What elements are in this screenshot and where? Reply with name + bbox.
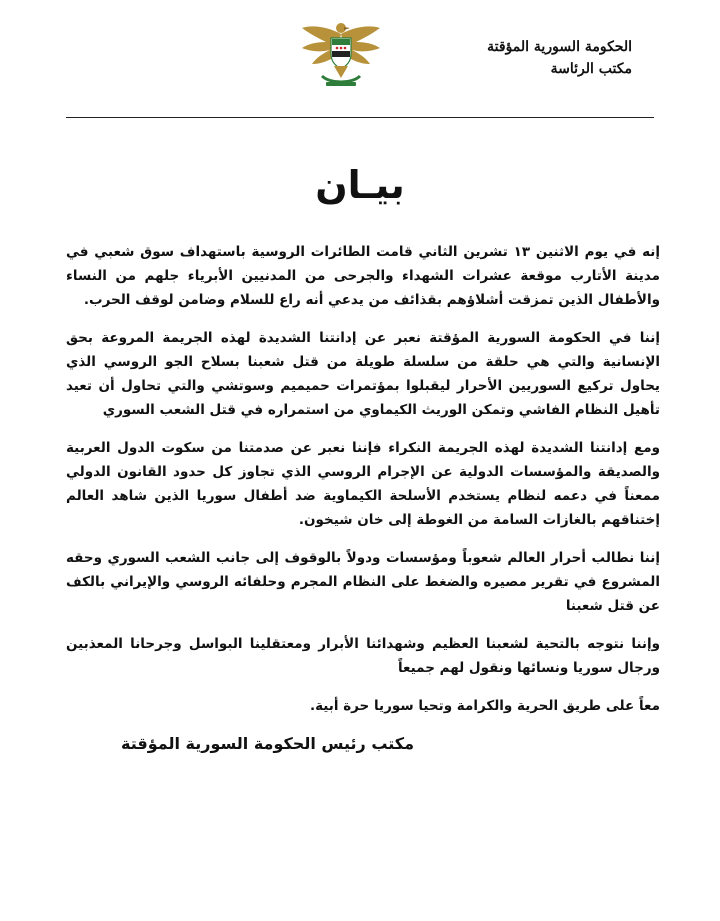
statement-title: بيـان xyxy=(315,163,405,207)
issuer-office: مكتب الرئاسة xyxy=(550,61,632,77)
paragraph: ومع إدانتنا الشديدة لهذه الجريمة النكراء فإننا نعبر عن صدمتنا من سكوت الدول العربية والصديقة والمؤسسات الدولية عن الإجرام الروسي الذي تجاوز كل حدود القانون الدولي ممعناً في دعمه لنظام يستخدم الأسلحة الكيماوية ضد أطفال سوريا الذين شاهد العالم إختناقهم بالغازات السامة من الغوطة إلى خان شيخون. xyxy=(66,440,660,528)
eagle-emblem-icon xyxy=(296,14,386,94)
paragraph: معاً على طريق الحرية والكرامة وتحيا سوريا حرة أبية. xyxy=(309,698,660,714)
paragraph: وإننا نتوجه بالتحية لشعبنا العظيم وشهدائنا الأبرار ومعتقلينا البواسل وجرحانا المعذبين ورجال سوريا ونسائها ونقول لهم جميعاً xyxy=(66,636,660,676)
issuer-block xyxy=(392,36,632,80)
statement-body xyxy=(66,240,660,732)
issuer-government: الحكومة السورية المؤقتة xyxy=(487,39,632,55)
paragraph: إننا في الحكومة السورية المؤقتة نعبر عن إدانتنا الشديدة لهذه الجريمة المروعة بحق الإنسانية والتي هي حلقة من سلسلة طويلة من قتل شعبنا بسلاح الجو الروسي الذي يحاول تركيع السوريين الأحرار ليقبلوا بمؤتمرات حميميم وسوتشي والتي تحاول أن تعيد تأهيل النظام الفاشي وتمكن الوريث الكيماوي من استمراره في قتل الشعب السوري xyxy=(66,330,660,418)
signature: مكتب رئيس الحكومة السورية المؤقتة xyxy=(121,734,414,753)
paragraph: إنه في يوم الاثنين ١٣ تشرين الثاني قامت الطائرات الروسية باستهداف سوق شعبي في مدينة الأتارب موقعة عشرات الشهداء والجرحى من المدنيين الأبرياء جلهم من النساء والأطفال الذين تمزقت أشلاؤهم بقذائف من يدعي أنه راع للسلام وضامن لوقف الحرب. xyxy=(66,244,661,308)
paragraph: إننا نطالب أحرار العالم شعوباً ومؤسسات ودولاً بالوقوف إلى جانب الشعب السوري وحقه المشروع في تقرير مصيره والضغط على النظام المجرم وحلفائه الروسي والإيراني بالكف عن قتل شعبنا xyxy=(66,550,660,614)
header-divider xyxy=(66,117,654,118)
